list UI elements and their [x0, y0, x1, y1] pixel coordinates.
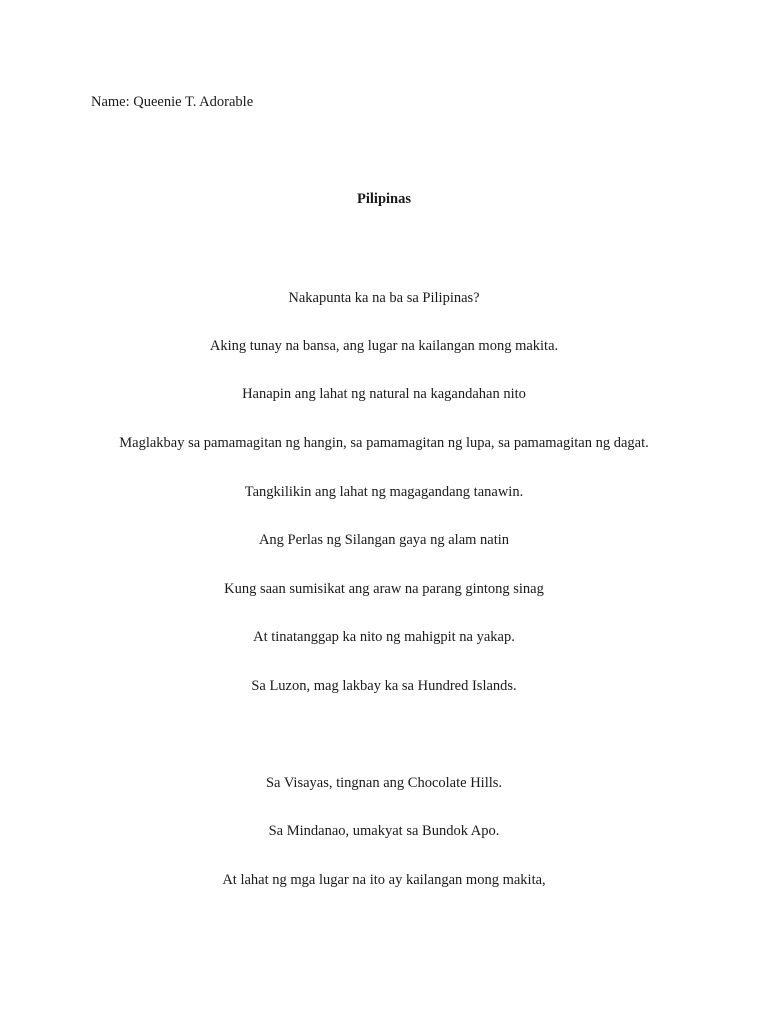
poem-line: Tangkilikin ang lahat ng magagandang tanawin. [244, 484, 524, 500]
poem-line: At lahat ng mga lugar na ito ay kailangan mong makita, [222, 872, 546, 888]
poem-line: At tinatanggap ka nito ng mahigpit na yakap. [253, 629, 515, 645]
poem-line: Sa Luzon, mag lakbay ka sa Hundred Islands. [251, 678, 517, 694]
poem-line: Nakapunta ka na ba sa Pilipinas? [288, 290, 480, 306]
author-name-line: Name: Queenie T. Adorable [91, 94, 254, 110]
poem-line: Ang Perlas ng Silangan gaya ng alam natin [258, 532, 510, 548]
poem-line: Kung saan sumisikat ang araw na parang gintong sinag [224, 581, 544, 597]
poem-line: Maglakbay sa pamamagitan ng hangin, sa pamamagitan ng lupa, sa pamamagitan ng dagat. [119, 435, 649, 451]
poem-line: Aking tunay na bansa, ang lugar na kailangan mong makita. [209, 338, 559, 354]
poem-line: Sa Mindanao, umakyat sa Bundok Apo. [268, 823, 500, 839]
poem-title: Pilipinas [357, 191, 411, 207]
poem-line: Sa Visayas, tingnan ang Chocolate Hills. [265, 775, 503, 791]
poem-line: Hanapin ang lahat ng natural na kagandahan nito [242, 386, 526, 402]
